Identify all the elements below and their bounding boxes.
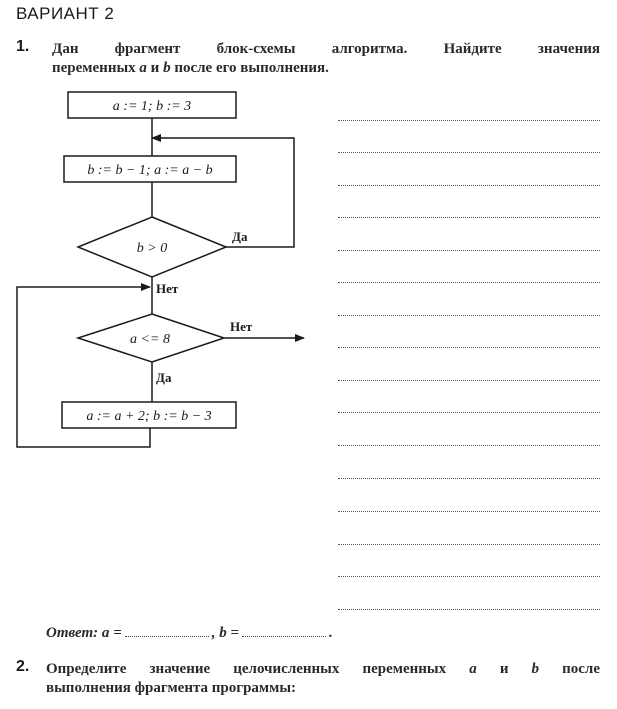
q2-conj: и: [476, 661, 532, 677]
q2-var-a: a: [469, 661, 477, 677]
init-text: a := 1; b := 3: [112, 99, 192, 114]
loop-2-body-text: a := a + 2; b := b − 3: [86, 409, 212, 424]
answer-separator: ,: [211, 625, 216, 641]
condition-2-yes-label: Да: [156, 370, 172, 385]
question-2-line-2: выполнения фрагмента программы:: [46, 680, 297, 696]
question-2-number: 2.: [16, 658, 30, 675]
loop-body-text: b := b − 1; a := a − b: [87, 163, 213, 178]
dotted-line: [338, 120, 600, 121]
dotted-line: [338, 315, 600, 316]
q1-var-a: a: [139, 60, 147, 76]
condition-1-text: b > 0: [136, 241, 168, 256]
q2-var-b: b: [531, 661, 540, 677]
dotted-line: [338, 576, 600, 577]
answer-a-blank[interactable]: [125, 636, 209, 637]
answer-b-blank[interactable]: [242, 636, 326, 637]
q1-line2-pre: переменных: [52, 60, 140, 76]
condition-2-text: a <= 8: [130, 332, 170, 347]
dotted-line: [338, 412, 600, 413]
dotted-line: [338, 445, 600, 446]
question-2-line-1: [46, 660, 600, 679]
dotted-line: [338, 282, 600, 283]
dotted-line: [338, 250, 600, 251]
dotted-line: [338, 380, 600, 381]
condition-1-no-label: Нет: [156, 281, 179, 296]
dotted-line: [338, 347, 600, 348]
condition-2-no-label: Нет: [230, 319, 253, 334]
dotted-line: [338, 544, 600, 545]
question-2-text: [46, 660, 600, 698]
q2-line1-pre: Определите значение целочисленных переменных: [46, 661, 470, 677]
question-1-number: 1.: [16, 38, 30, 55]
answer-end: .: [329, 625, 333, 641]
q1-line2-post: после его выполнения.: [170, 60, 329, 76]
dotted-line: [338, 217, 600, 218]
dotted-line: [338, 478, 600, 479]
q1-var-b: b: [163, 60, 171, 76]
variant-heading: ВАРИАНТ 2: [16, 4, 115, 23]
dotted-line: [338, 152, 600, 153]
dotted-line: [338, 511, 600, 512]
q2-line1-post: после: [539, 661, 601, 677]
answer-row: [46, 625, 333, 642]
answer-label: Ответ:: [46, 625, 99, 641]
answer-b-label: b =: [219, 625, 240, 641]
question-1-line-1: Дан фрагмент блок-схемы алгоритма. Найдите значения: [52, 41, 600, 57]
q1-conj: и: [146, 60, 164, 76]
dotted-line: [338, 185, 600, 186]
answer-a-label: a =: [101, 625, 122, 641]
condition-1-yes-label: Да: [232, 229, 248, 244]
dotted-line: [338, 609, 600, 610]
